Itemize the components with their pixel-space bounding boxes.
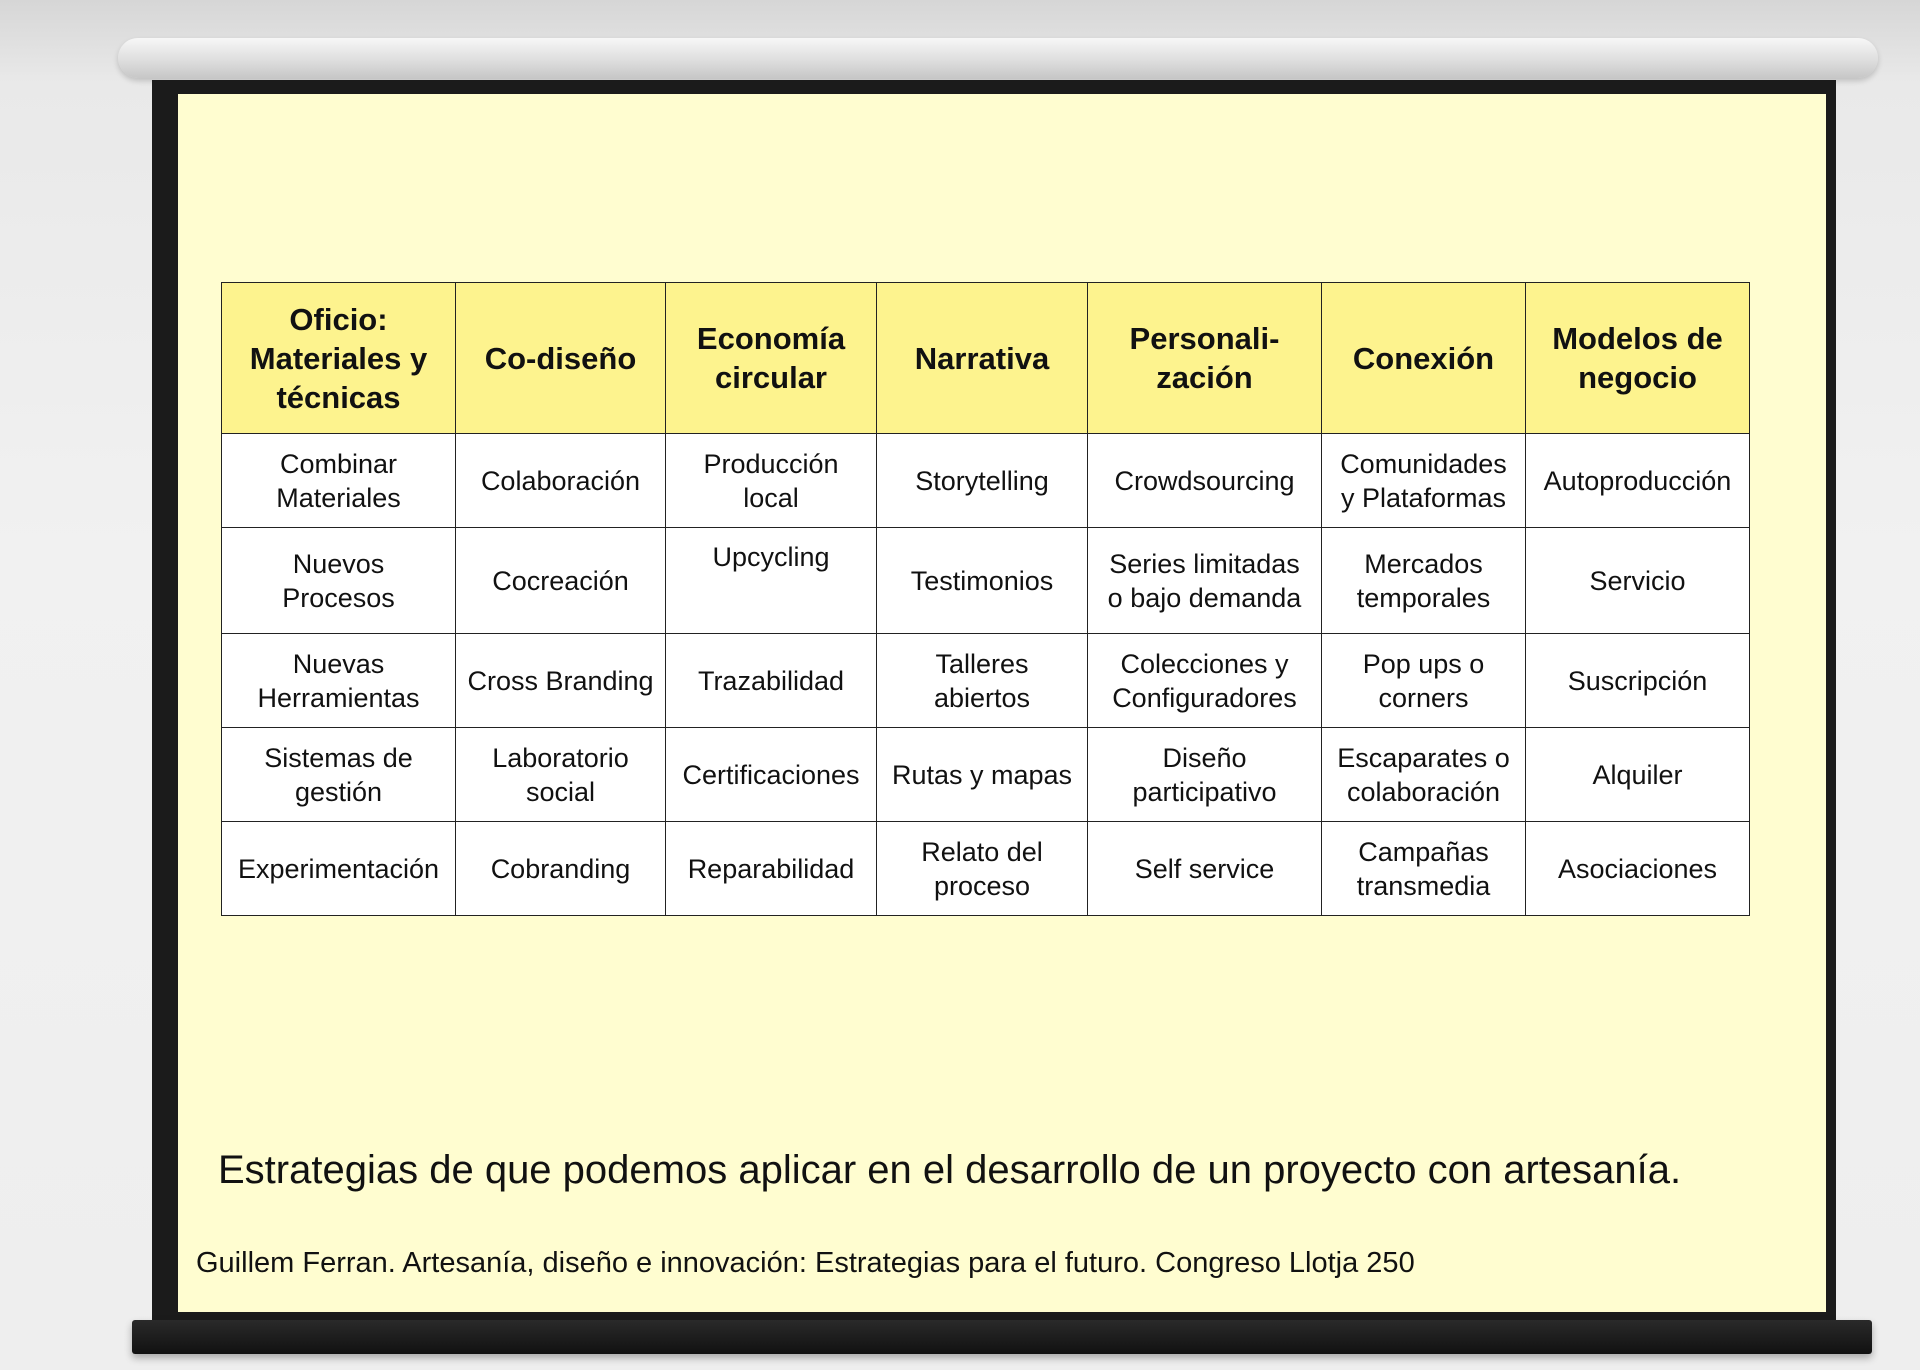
table-cell: Talleres abiertos (877, 634, 1088, 728)
table-row (222, 822, 1750, 916)
header-conexion: Conexión (1322, 283, 1526, 434)
table-cell: Asociaciones (1526, 822, 1750, 916)
header-co-diseno: Co-diseño (456, 283, 666, 434)
table-cell: Series limitadas o bajo demanda (1088, 528, 1322, 634)
table-cell: Crowdsourcing (1088, 434, 1322, 528)
table-cell: Rutas y mapas (877, 728, 1088, 822)
table-row (222, 434, 1750, 528)
table-cell: Suscripción (1526, 634, 1750, 728)
table-cell: Self service (1088, 822, 1322, 916)
table-cell: Campañas transmedia (1322, 822, 1526, 916)
projector-screen-top-bar (118, 38, 1878, 78)
table-cell: Nuevos Procesos (222, 528, 456, 634)
table-row (222, 728, 1750, 822)
table-cell: Diseño participativo (1088, 728, 1322, 822)
table-cell: Laboratorio social (456, 728, 666, 822)
header-oficio: Oficio: Materiales y técnicas (222, 283, 456, 434)
header-personalizacion: Personali- zación (1088, 283, 1322, 434)
header-modelos-de-negocio: Modelos de negocio (1526, 283, 1750, 434)
header-economia-circular: Economía circular (666, 283, 877, 434)
table-cell: Alquiler (1526, 728, 1750, 822)
table-cell: Cobranding (456, 822, 666, 916)
table-cell: Reparabilidad (666, 822, 877, 916)
table-cell: Escaparates o colaboración (1322, 728, 1526, 822)
table-cell: Autoproducción (1526, 434, 1750, 528)
table-cell: Trazabilidad (666, 634, 877, 728)
slide-citation: Guillem Ferran. Artesanía, diseño e innovación: Estrategias para el futuro. Congreso Llotja 250 (196, 1247, 1415, 1279)
table-cell: Upcycling (666, 528, 877, 634)
table-cell: Colecciones y Configuradores (1088, 634, 1322, 728)
table-cell: Comunidades y Plataformas (1322, 434, 1526, 528)
table-cell: Experimentación (222, 822, 456, 916)
table-cell: Producción local (666, 434, 877, 528)
table-cell: Testimonios (877, 528, 1088, 634)
header-narrativa: Narrativa (877, 283, 1088, 434)
table-cell: Cross Branding (456, 634, 666, 728)
table-cell: Mercados temporales (1322, 528, 1526, 634)
table-cell: Combinar Materiales (222, 434, 456, 528)
projector-screen-bottom-bar (132, 1320, 1872, 1354)
table-cell: Storytelling (877, 434, 1088, 528)
table-cell: Servicio (1526, 528, 1750, 634)
table-row (222, 634, 1750, 728)
strategy-table (221, 282, 1750, 916)
table-cell: Certificaciones (666, 728, 877, 822)
table-row (222, 528, 1750, 634)
table-header-row (222, 283, 1750, 434)
table-cell: Sistemas de gestión (222, 728, 456, 822)
table-cell: Cocreación (456, 528, 666, 634)
table-cell: Nuevas Herramientas (222, 634, 456, 728)
table-cell: Colaboración (456, 434, 666, 528)
table-cell: Relato del proceso (877, 822, 1088, 916)
table-cell: Pop ups o corners (1322, 634, 1526, 728)
slide-caption: Estrategias de que podemos aplicar en el desarrollo de un proyecto con artesanía. (218, 1148, 1682, 1192)
